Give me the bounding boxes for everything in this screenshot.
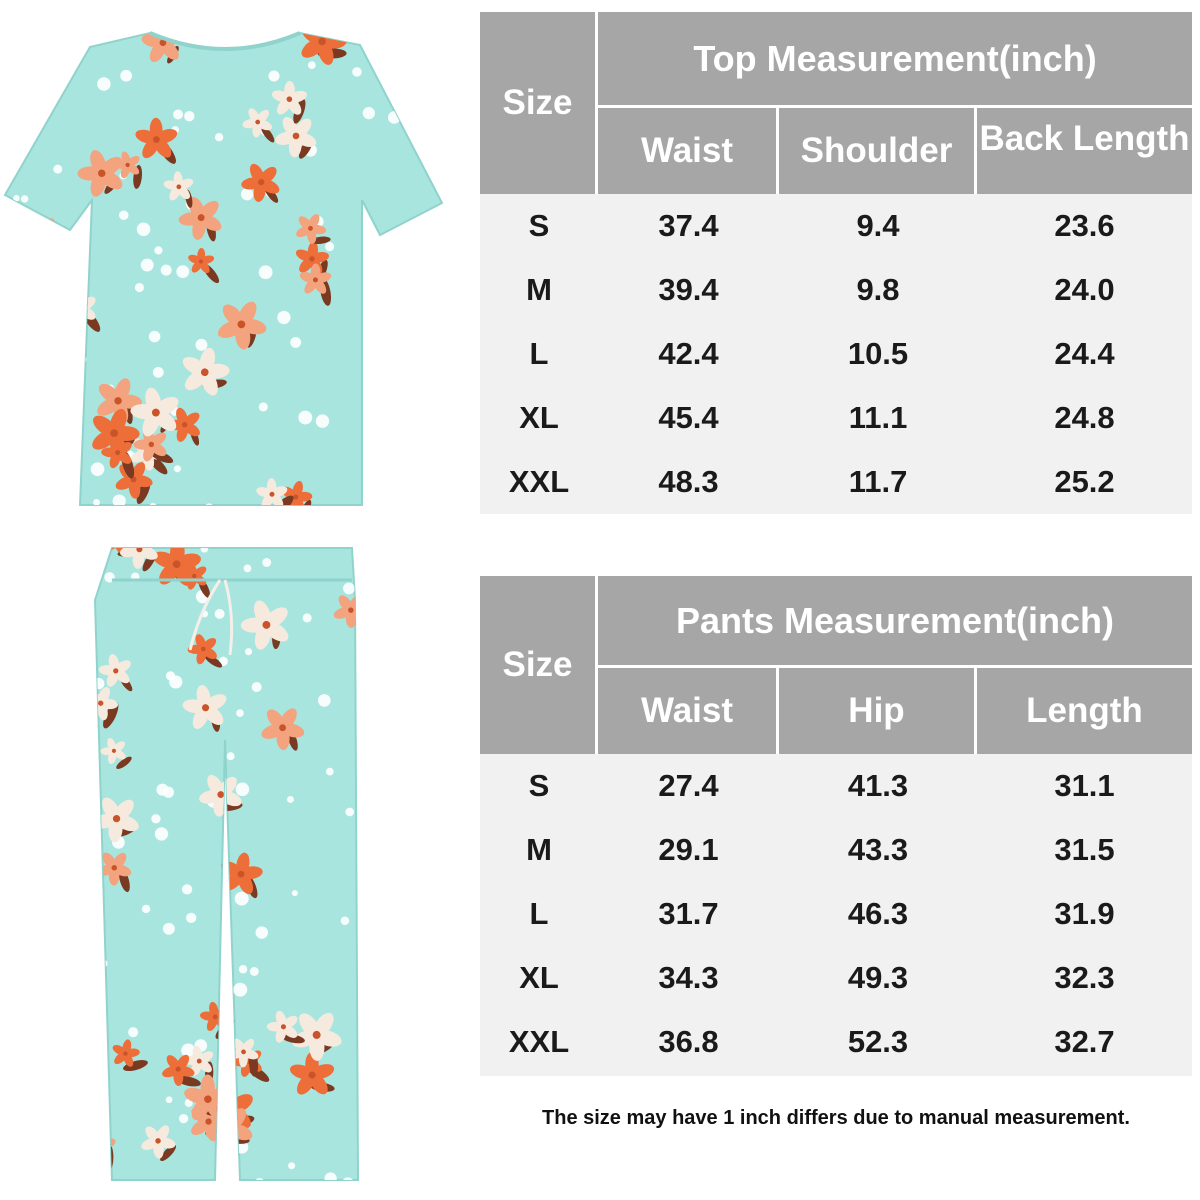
dot-motif (226, 1171, 235, 1180)
value-cell: 11.1 (848, 400, 908, 435)
dot-motif (82, 628, 94, 640)
dot-motif (79, 808, 87, 816)
value-cell: 24.8 (1054, 400, 1115, 435)
dot-motif (287, 796, 294, 803)
dot-motif (372, 830, 382, 840)
flower-motif (398, 629, 450, 683)
flower-motif (34, 687, 102, 756)
dot-motif (431, 258, 443, 270)
dot-motif (9, 429, 15, 435)
size-cell: XL (519, 960, 559, 995)
flower-motif (49, 775, 108, 833)
flower-motif (0, 213, 48, 272)
flower-motif (378, 396, 443, 462)
leaf-motif (23, 240, 36, 271)
leaf-motif (47, 619, 56, 643)
size-cell: L (529, 336, 549, 371)
size-cell: S (528, 768, 550, 803)
dot-motif (182, 884, 192, 894)
floral-top-image (0, 25, 450, 515)
value-cell: 24.0 (1054, 272, 1115, 307)
value-cell: 27.4 (658, 768, 719, 803)
value-cell: 46.3 (847, 896, 909, 931)
dot-motif (39, 853, 53, 867)
leaf-motif (33, 577, 52, 592)
dot-motif (70, 1135, 84, 1149)
dot-motif (241, 188, 253, 200)
dot-motif (372, 351, 378, 357)
dot-motif (47, 234, 55, 242)
dot-motif (259, 402, 268, 411)
dot-motif (418, 909, 426, 917)
leaf-motif (414, 431, 426, 452)
size-cell: M (526, 272, 552, 307)
dot-motif (141, 259, 154, 272)
dot-motif (343, 583, 355, 595)
dot-motif (381, 328, 390, 337)
dot-motif (91, 462, 105, 476)
flower-motif (352, 1014, 405, 1066)
value-cell: 31.9 (1054, 896, 1115, 931)
dot-motif (150, 503, 157, 510)
size-cell: XL (519, 400, 559, 435)
dot-motif (434, 547, 441, 554)
dot-motif (174, 465, 181, 472)
dot-motif (365, 284, 374, 293)
flower-motif (419, 92, 450, 130)
dot-motif (377, 276, 383, 282)
dot-motif (436, 290, 445, 299)
dot-motif (290, 337, 301, 348)
column-header-back-length: Back Length (977, 108, 1192, 194)
dot-motif (324, 1172, 336, 1184)
value-cell: 23.6 (1054, 208, 1115, 243)
top-measurement-header: Top Measurement(inch) (598, 12, 1192, 108)
dot-motif (383, 810, 390, 817)
flower-motif (0, 613, 58, 672)
leaf-motif (399, 1089, 429, 1108)
leaf-motif (56, 339, 77, 347)
flower-motif (39, 1043, 107, 1110)
size-header: Size (480, 576, 598, 754)
dot-motif (364, 1084, 375, 1095)
value-cell: 11.7 (848, 464, 908, 499)
leaf-motif (57, 390, 71, 416)
leaf-motif (77, 811, 99, 822)
value-cell: 39.4 (658, 272, 719, 307)
dot-motif (374, 901, 380, 907)
value-cell: 43.3 (847, 832, 909, 867)
dot-motif (382, 720, 394, 732)
dot-motif (239, 965, 247, 973)
flower-motif (36, 373, 73, 408)
value-cell: 49.3 (847, 960, 909, 995)
dot-motif (400, 1145, 406, 1151)
value-cell: 37.4 (658, 208, 719, 243)
measurement-note: The size may have 1 inch differs due to manual measurement. (542, 1107, 1130, 1129)
dot-motif (64, 1042, 78, 1056)
dot-motif (0, 133, 6, 143)
dot-motif (161, 265, 172, 276)
dot-motif (235, 892, 249, 906)
dot-motif (22, 803, 30, 811)
value-cell: 9.4 (856, 208, 900, 243)
dot-motif (93, 499, 100, 506)
dot-motif (431, 546, 439, 554)
dot-motif (391, 1003, 399, 1011)
dot-motif (47, 1162, 58, 1173)
size-cell: XXL (508, 464, 570, 499)
dot-motif (405, 814, 413, 822)
dot-motif (9, 792, 22, 805)
dot-motif (50, 506, 56, 512)
dot-motif (179, 1114, 188, 1123)
dot-motif (292, 890, 298, 896)
dot-motif (277, 311, 290, 324)
dot-motif (368, 579, 380, 591)
dot-motif (308, 61, 316, 69)
value-cell: 42.4 (658, 336, 719, 371)
value-cell: 45.4 (658, 400, 719, 435)
dot-motif (184, 111, 194, 121)
dot-motif (6, 472, 16, 482)
dot-motif (352, 67, 362, 77)
dot-motif (79, 845, 86, 852)
dot-motif (154, 246, 162, 254)
dot-motif (268, 71, 279, 82)
dot-motif (21, 195, 28, 202)
dot-motif (252, 682, 262, 692)
flower-motif (431, 1072, 450, 1107)
dot-motif (14, 509, 23, 515)
flower-motif (366, 1004, 432, 1071)
dot-motif (373, 1047, 379, 1053)
dot-motif (215, 133, 223, 141)
dot-motif (93, 678, 104, 689)
dot-motif (4, 968, 15, 979)
flower-motif (375, 1057, 433, 1115)
dot-motif (394, 648, 401, 655)
flower-motif (13, 590, 71, 648)
dot-motif (250, 967, 259, 976)
dot-motif (318, 694, 331, 707)
dot-motif (120, 70, 132, 82)
dot-motif (201, 545, 209, 553)
dot-motif (359, 774, 368, 783)
dot-motif (68, 768, 77, 777)
leaf-motif (75, 1079, 91, 1098)
dot-motif (97, 77, 110, 90)
value-cell: 34.3 (658, 960, 719, 995)
top-silhouette (5, 33, 442, 505)
dot-motif (227, 752, 235, 760)
floral-pants-image (0, 540, 450, 1190)
size-cell: S (528, 208, 550, 243)
size-cell: L (529, 896, 549, 931)
dot-motif (155, 827, 168, 840)
leaf-motif (430, 657, 439, 679)
leaf-motif (420, 379, 441, 391)
leaf-motif (74, 723, 81, 742)
dot-motif (363, 107, 375, 119)
value-cell: 29.1 (658, 832, 719, 867)
leaf-motif (402, 1035, 416, 1063)
flower-motif (20, 50, 66, 95)
dot-motif (341, 916, 350, 925)
dot-motif (205, 503, 214, 512)
size-cell: M (526, 832, 552, 867)
leaf-motif (433, 975, 450, 997)
dot-motif (142, 905, 150, 913)
flower-motif (0, 415, 37, 456)
dot-motif (397, 472, 404, 479)
dot-motif (166, 1096, 173, 1103)
dot-motif (425, 786, 437, 798)
dot-motif (186, 913, 196, 923)
dot-motif (236, 709, 244, 717)
leaf-motif (440, 111, 450, 137)
flower-motif (8, 548, 58, 598)
dot-motif (156, 784, 168, 796)
leaf-motif (47, 242, 69, 256)
size-cell: XXL (508, 1024, 570, 1059)
dot-motif (377, 320, 387, 330)
value-cell: 9.8 (856, 272, 900, 307)
value-cell: 36.8 (658, 1024, 719, 1059)
value-cell: 31.7 (658, 896, 719, 931)
column-header-hip: Hip (779, 668, 977, 754)
value-cell: 31.1 (1054, 768, 1115, 803)
dot-motif (388, 111, 401, 124)
dot-motif (56, 1166, 65, 1175)
dot-motif (151, 814, 160, 823)
value-cell: 10.5 (847, 336, 909, 371)
value-cell: 24.4 (1054, 336, 1115, 371)
dot-motif (359, 796, 372, 809)
dot-motif (100, 960, 108, 968)
dot-motif (259, 265, 273, 279)
value-cell: 32.3 (1054, 960, 1115, 995)
dot-motif (53, 165, 62, 174)
dot-motif (137, 223, 151, 237)
pants-measurement-header: Pants Measurement(inch) (598, 576, 1192, 668)
dot-motif (428, 962, 439, 973)
leaf-motif (388, 680, 405, 711)
value-cell: 31.5 (1054, 832, 1115, 867)
dot-motif (382, 261, 396, 275)
leaf-motif (380, 892, 408, 916)
flower-motif (390, 342, 450, 403)
leaf-motif (74, 942, 92, 960)
leaf-motif (45, 73, 60, 96)
dot-motif (128, 1027, 138, 1037)
dot-motif (48, 94, 58, 104)
dot-motif (195, 339, 207, 351)
dot-motif (345, 808, 354, 817)
dot-motif (433, 658, 440, 665)
dot-motif (119, 210, 129, 220)
leaf-motif (15, 441, 38, 455)
flower-motif (363, 660, 410, 707)
dot-motif (342, 1177, 354, 1189)
dot-motif (13, 481, 22, 490)
dot-motif (169, 675, 182, 688)
dot-motif (262, 558, 271, 567)
dot-motif (173, 109, 183, 119)
flower-motif (54, 920, 92, 958)
dot-motif (434, 25, 446, 36)
dot-motif (0, 730, 8, 740)
pants-size-table (480, 576, 1192, 1076)
dot-motif (215, 609, 225, 619)
value-cell: 32.7 (1054, 1024, 1115, 1059)
dot-motif (256, 926, 268, 938)
leaf-motif (411, 848, 421, 871)
dot-motif (303, 613, 312, 622)
leaf-motif (434, 306, 445, 326)
column-header-shoulder: Shoulder (779, 108, 977, 194)
leaf-motif (376, 1039, 403, 1066)
value-cell: 25.2 (1054, 464, 1115, 499)
dot-motif (153, 367, 164, 378)
dot-motif (46, 486, 57, 497)
dot-motif (356, 617, 365, 626)
dot-motif (316, 414, 329, 427)
size-header: Size (480, 12, 598, 194)
dot-motif (34, 106, 43, 115)
dot-motif (326, 768, 334, 776)
dot-motif (245, 648, 252, 655)
dot-motif (27, 383, 40, 396)
dot-motif (5, 722, 15, 732)
dot-motif (298, 411, 312, 425)
dot-motif (389, 416, 401, 428)
leaf-motif (31, 639, 45, 669)
dot-motif (18, 641, 30, 653)
dot-motif (163, 923, 175, 935)
dot-motif (288, 1162, 295, 1169)
dot-motif (149, 331, 160, 342)
dot-motif (62, 996, 70, 1004)
column-header-waist: Waist (598, 668, 779, 754)
dot-motif (255, 1178, 264, 1187)
dot-motif (419, 1094, 432, 1107)
flower-motif (387, 828, 425, 866)
dot-motif (57, 319, 64, 326)
column-header-waist: Waist (598, 108, 779, 194)
dot-motif (4, 88, 12, 96)
flower-motif (406, 281, 450, 328)
value-cell: 52.3 (847, 1024, 909, 1059)
value-cell: 48.3 (658, 464, 719, 499)
dot-motif (135, 283, 144, 292)
flower-motif (354, 862, 413, 922)
dot-motif (236, 782, 250, 796)
value-cell: 41.3 (847, 768, 909, 803)
dot-motif (176, 265, 189, 278)
dot-motif (3, 171, 10, 178)
dot-motif (325, 242, 334, 251)
leaf-motif (93, 1078, 106, 1109)
dot-motif (398, 739, 412, 753)
flower-motif (407, 946, 450, 1000)
column-header-length: Length (977, 668, 1192, 754)
dot-motif (244, 565, 252, 573)
dot-motif (45, 837, 59, 851)
dot-motif (408, 430, 417, 439)
dot-motif (233, 983, 247, 997)
dot-motif (4, 1011, 11, 1018)
top-size-table (480, 12, 1192, 514)
flower-motif (35, 310, 77, 351)
